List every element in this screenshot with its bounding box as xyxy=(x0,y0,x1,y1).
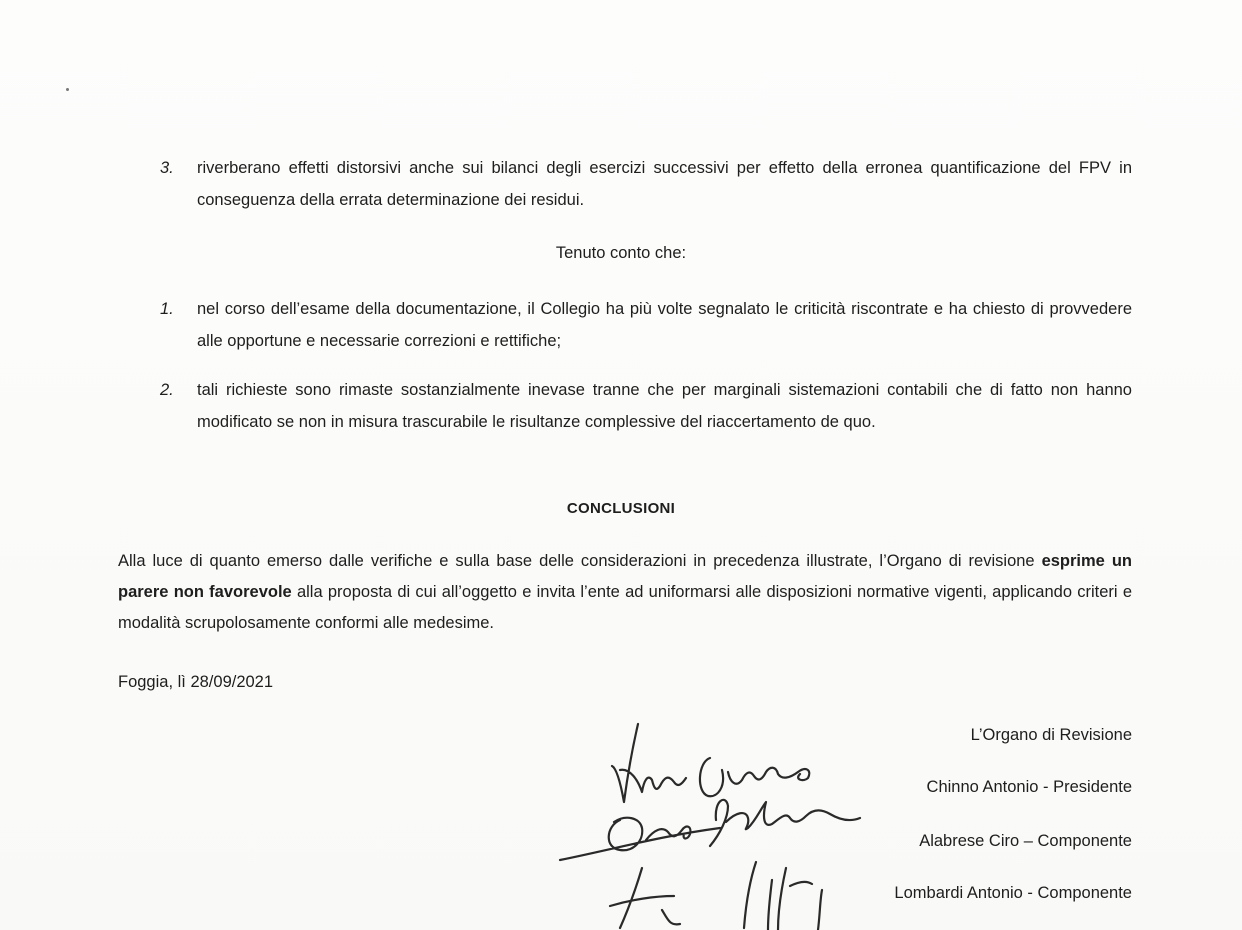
conclusions-verdict: esprime un parere non favorevole xyxy=(118,552,1132,601)
list-item-3 xyxy=(160,152,1132,216)
date-place-line: Foggia, lì 28/09/2021 xyxy=(118,673,274,691)
conclusions-paragraph xyxy=(118,546,1132,639)
subheading: Tenuto conto che: xyxy=(555,244,687,262)
conclusions-heading: CONCLUSIONI xyxy=(566,500,676,517)
list-item-1 xyxy=(160,293,1132,357)
signatory-member-2: Lombardi Antonio - Componente xyxy=(894,884,1132,902)
signatory-president: Chinno Antonio - Presidente xyxy=(926,778,1132,796)
signatory-member-1: Alabrese Ciro – Componente xyxy=(919,832,1132,850)
signature-lombardi xyxy=(610,862,822,930)
list-item-text: riverberano effetti distorsivi anche sui bilanci degli esercizi successivi per effetto della erronea quantificazione del FPV in conseguenza della errata determinazione dei residui. xyxy=(197,159,1132,209)
list-item-2 xyxy=(160,374,1132,438)
scan-speck xyxy=(66,88,69,91)
signature-alabrese xyxy=(560,800,860,860)
list-item-number: 2. xyxy=(160,381,174,399)
signature-block-title: L’Organo di Revisione xyxy=(970,726,1132,744)
conclusions-text-after: alla proposta di cui all’oggetto e invita l’ente ad uniformarsi alle disposizioni normative vigenti, applicando criteri e modalità scrupolosamente conformi alle medesime. xyxy=(118,583,1132,632)
conclusions-text-before: Alla luce di quanto emerso dalle verifiche e sulla base delle considerazioni in precedenza illustrate, l’Organo di revisione xyxy=(118,552,1042,570)
signature-chinno xyxy=(612,724,809,802)
list-item-text: nel corso dell’esame della documentazione, il Collegio ha più volte segnalato le criticità riscontrate e ha chiesto di provvedere alle opportune e necessarie correzioni e rettifiche; xyxy=(197,300,1132,350)
handwritten-signatures xyxy=(550,710,880,930)
list-item-text: tali richieste sono rimaste sostanzialmente inevase tranne che per marginali sistemazioni contabili che di fatto non hanno modificato se non in misura trascurabile le risultanze complessive del riaccertamento de quo. xyxy=(197,381,1132,431)
list-item-number: 1. xyxy=(160,300,174,318)
list-item-number: 3. xyxy=(160,159,174,177)
